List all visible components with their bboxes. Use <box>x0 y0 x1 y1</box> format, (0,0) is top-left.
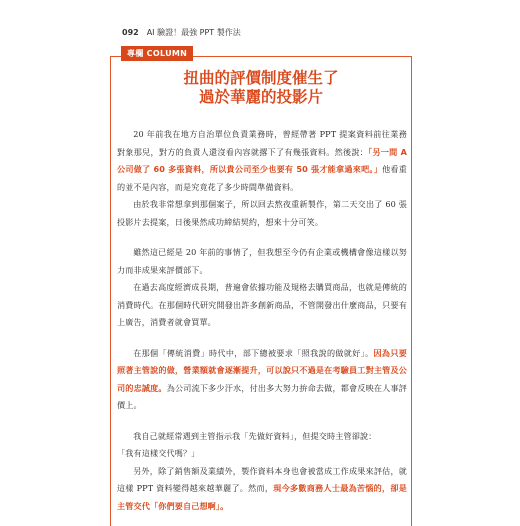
paragraph-8-highlight: 現今多數商務人士最為苦惱的，卻是主管交代「你們要自己想啊」。 <box>117 483 408 511</box>
paragraph-8 <box>117 463 407 516</box>
column-title <box>110 69 412 107</box>
paragraph-1 <box>117 126 407 196</box>
page-header <box>122 27 241 38</box>
paragraph-5 <box>117 345 407 415</box>
paragraph-6: 我自己就經常遇到主管指示我「先做好資料」，但提交時主管卻說： <box>133 430 377 441</box>
paragraph-3: 雖然這已經是 20 年前的事情了，但我想至今仍有企業或機構會像這樣以努力而非成果來評價部下。 <box>117 247 407 275</box>
paragraph-5-text: 在那個「傳統消費」時代中，部下總被要求「照我說的做就好」。 <box>133 347 374 358</box>
column-body <box>117 126 407 515</box>
paragraph-1-highlight: 「另一間 A 公司做了 60 多張資料，所以貴公司至少也要有 50 張才能拿過來吧。」 <box>117 146 407 174</box>
paragraph-8-text: 另外，除了銷售額及業績外，製作資料本身也會被當成工作成果來評估，就這樣 PPT 資料變得越來越華麗了。然而， <box>117 465 407 493</box>
page-number: 092 <box>122 28 139 37</box>
paragraph-1-text: 20 年前我在地方自治單位負責業務時，曾經帶著 PPT 提案資料前往業務對象那兒，對方的負責人還沒看內容就撂下了有幾張資料。然後說： <box>117 129 407 157</box>
column-title-line-1: 扭曲的評價制度催生了 <box>183 69 339 87</box>
column-title-line-2: 過於華麗的投影片 <box>198 88 323 106</box>
paragraph-1-text-end: 他看重的並不是內容，而是究竟花了多少時間準備資料。 <box>117 164 407 192</box>
book-title: AI 驗證！最強 PPT 製作法 <box>146 28 241 37</box>
column-tag: 專欄 COLUMN <box>121 46 193 61</box>
paragraph-5-text-end: 為公司流下多少汗水，付出多大努力拚命去做，都會反映在人事評價上。 <box>117 382 408 410</box>
paragraph-4: 在過去高度經濟成長期，普遍會依據功能及規格去購買商品，也就是傳統的消費時代。在那個時代研究開發出許多創新商品，不管開發出什麼商品，只要有上廣告，消費者就會買單。 <box>117 282 407 327</box>
paragraph-5-highlight: 因為只要照著主管說的做，營業額就會逐漸提升，可以說只不過是在考驗員工對主管及公司的忠誠度。 <box>117 347 407 393</box>
paragraph-2: 由於我非常想拿到那個案子，所以回去熬夜重新製作，第二天交出了 60 張投影片去提案，日後果然成功締結契約，想來十分可笑。 <box>117 199 407 227</box>
paragraph-7: 「我有這樣交代嗎？」 <box>117 448 200 458</box>
